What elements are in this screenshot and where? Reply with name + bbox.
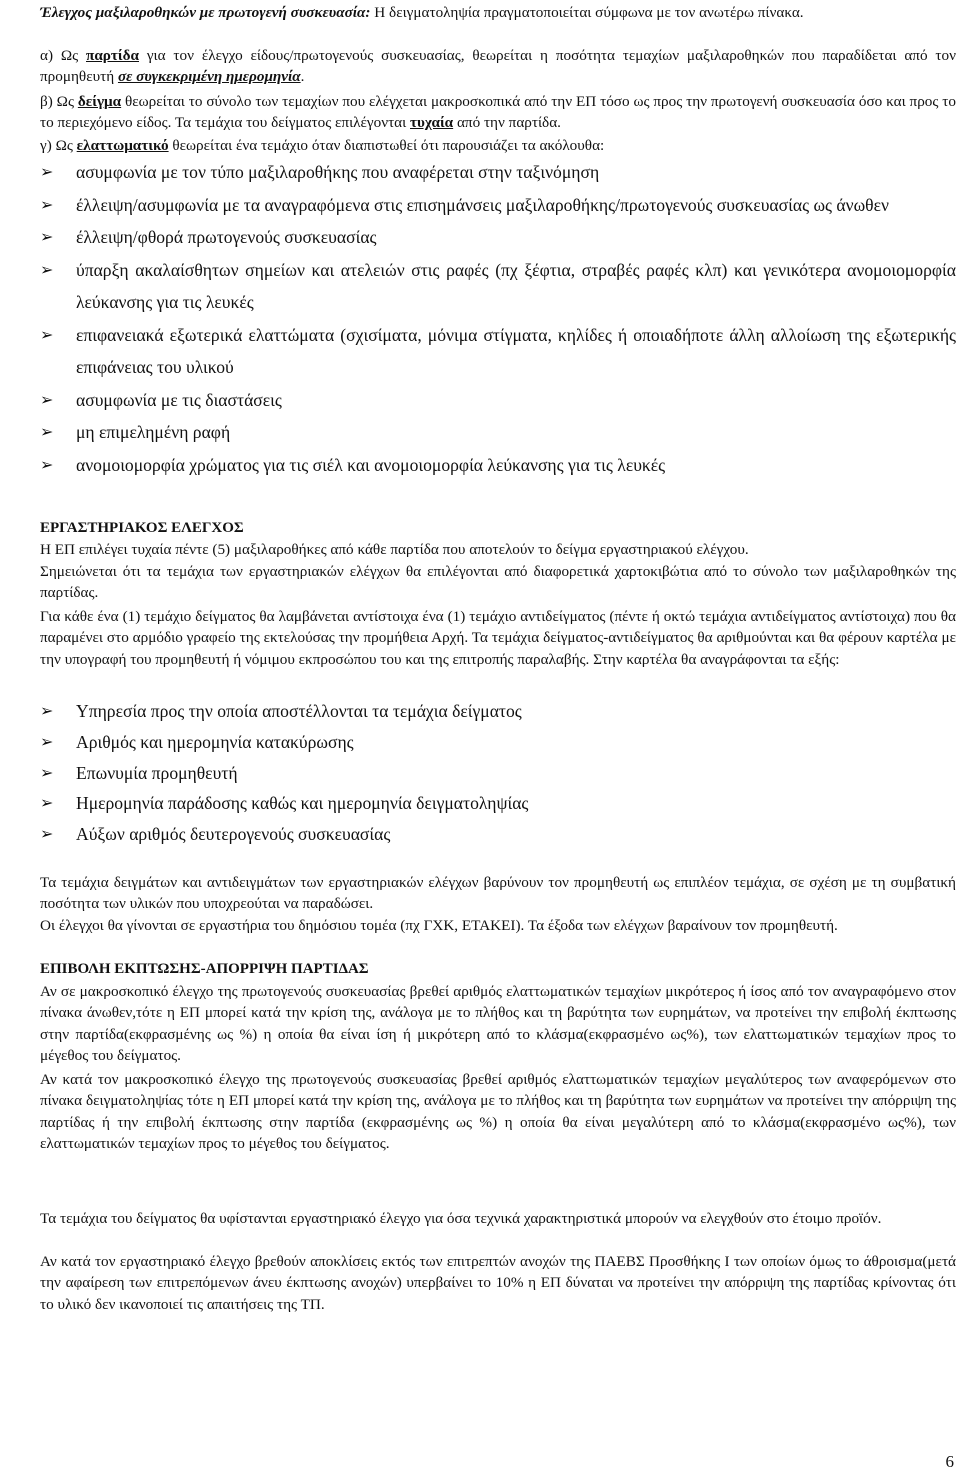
list-item [40, 758, 956, 789]
defect-text: επιφανειακά εξωτερικά ελαττώματα (σχισίματα, μόνιμα στίγματα, κηλίδες ή οποιαδήποτε άλλη αλλοίωση της εξωτερικής επιφάνειας του υλικού [76, 324, 956, 377]
list-item [40, 449, 956, 482]
intro-paragraph [40, 2, 956, 23]
defect-text: έλλειψη/ασυμφωνία με τα αναγραφόμενα στις επισημάνσεις μαξιλαροθήκης/πρωτογενούς συσκευασίας ως άνωθεν [76, 194, 889, 215]
item-a-emphasis: σε συγκεκριμένη ημερομηνία [117, 68, 301, 86]
rejection-paragraph-4: Αν κατά τον εργαστηριακό έλεγχο βρεθούν αποκλίσεις εκτός των επιτρεπτών ανοχών της ΠΑΕΒΣ Προσθήκης Ι των οποίων όμως το άθροισμα(μετά την αφαίρεση των επιτρεπόμενων άνευ έκπτωσης ανοχών) υπερβαίνει το 10% η ΕΠ δύναται να προτείνει την απόρριψη της παρτίδας κρίνοντας ότι το υλικό δεν ικανοποιεί τις απαιτήσεις της ΤΠ. [40, 1253, 956, 1313]
card-item-text: Επωνυμία προμηθευτή [76, 762, 238, 783]
item-a-prefix: α) Ως [40, 47, 86, 64]
item-a-text: για τον έλεγχο είδους/πρωτογενούς συσκευασίας, θεωρείται η ποσότητα τεμαχίων μαξιλαροθηκών που παραδίδεται από τον προμηθευτή [40, 47, 956, 86]
item-b-sample-suffix: από την παρτίδα. [453, 114, 561, 132]
rejection-paragraph-1: Αν σε μακροσκοπικό έλεγχο της πρωτογενούς συσκευασίας βρεθεί αριθμός ελαττωματικών τεμαχίων μικρότερος ή ίσος από τον αναγραφόμενο στον πίνακα άνωθεν,τότε η ΕΠ μπορεί κατά την κρίση της, ανάλογα με το πλήθος και τη βαρύτητα των ευρημάτων, να προτείνει την επιβολή έκπτωσης στην παρτίδα(εκφρασμένης ως %) η οποία θα είναι ίση ή μικρότερη από το κλάσμα(εκφρασμένο ως%), των ελαττωματικών τεμαχίων προς το μέγεθος του δείγματος. [40, 983, 956, 1065]
arrowhead-bullet-icon: ➢ [40, 162, 54, 181]
arrowhead-bullet-icon: ➢ [40, 701, 54, 720]
item-a-suffix: . [300, 68, 305, 86]
arrowhead-bullet-icon: ➢ [40, 227, 54, 246]
list-item [40, 696, 956, 727]
lab-paragraph-1: Η ΕΠ επιλέγει τυχαία πέντε (5) μαξιλαροθήκες από κάθε παρτίδα που αποτελούν το δείγμα εργαστηριακού ελέγχου. [40, 541, 749, 558]
arrowhead-bullet-icon: ➢ [40, 389, 54, 409]
defect-text: ασυμφωνία με τον τύπο μαξιλαροθήκης που αναφέρεται στην ταξινόμηση [76, 162, 600, 182]
lab-heading: ΕΡΓΑΣΤΗΡΙΑΚΟΣ ΕΛΕΓΧΟΣ [40, 520, 244, 536]
list-item [40, 384, 956, 417]
list-item [40, 819, 956, 850]
costs-paragraph-1: Τα τεμάχια δειγμάτων και αντιδειγμάτων των εργαστηριακών ελέγχων βαρύνουν τον προμηθευτή ως επιπλέον τεμάχια, σε σχέση με τη συμβατική ποσότητα των υλικών που υποχρεούται να παραδώσει. [40, 874, 956, 913]
item-c-text: θεωρείται ένα τεμάχιο όταν διαπιστωθεί ότι παρουσιάζει τα ακόλουθα: [168, 137, 605, 154]
lab-paragraph-2: Σημειώνεται ότι τα τεμάχια των εργαστηριακών ελέγχων θα επιλέγονται από διαφορετικά χαρτοκιβώτια από το σύνολο των μαξιλαροθηκών της παρτίδας. [40, 563, 956, 602]
page-number: 6 [945, 1452, 954, 1471]
card-item-text: Υπηρεσία προς την οποία αποστέλλονται τα τεμάχια δείγματος [76, 701, 522, 721]
item-c-term: ελαττωματικό [76, 137, 169, 154]
defect-text: μη επιμελημένη ραφή [76, 422, 231, 442]
lab-paragraph-3: Για κάθε ένα (1) τεμάχιο δείγματος θα λαμβάνεται αντίστοιχα ένα (1) τεμάχιο αντιδείγματος (πέντε ή οκτώ τεμάχια αντιδείγματος αντίστοιχα) που θα παραμένει στο αρμόδιο γραφείο της εκτελούσας την προμήθεια Αρχή. Τα τεμάχια δείγματος-αντιδείγματος θα αριθμούνται και θα φέρουν καρτέλα με την υπογραφή του προμηθευτή ή νόμιμου εκπροσώπου του και της επιτροπής παραλαβής. Στην καρτέλα θα αναγράφονται τα εξής: [40, 608, 956, 668]
intro-text: Η δειγματοληψία πραγματοποιείται σύμφωνα με τον ανωτέρω πίνακα. [370, 4, 804, 21]
costs-paragraph-2: Οι έλεγχοι θα γίνονται σε εργαστήρια του δημόσιου τομέα (πχ ΓΧΚ, ΕΤΑΚΕΙ). Τα έξοδα των ελέγχων βαραίνουν τον προμηθευτή. [40, 917, 838, 934]
arrowhead-bullet-icon: ➢ [40, 454, 54, 474]
list-item [40, 788, 956, 819]
item-b-text: θεωρείται το σύνολο των τεμαχίων που ελέγχεται μακροσκοπικά από την ΕΠ τόσο ως προς την πρωτογενή συσκευασία όσο και προς το το περιεχόμενο είδος. [40, 93, 956, 132]
arrowhead-bullet-icon: ➢ [40, 793, 54, 813]
rejection-paragraph-2: Αν κατά τον μακροσκοπικό έλεγχο της πρωτογενούς συσκευασίας βρεθεί αριθμός ελαττωματικών τεμαχίων μεγαλύτερος των αναφερόμενων στο πίνακα δειγματοληψίας τότε η ΕΠ μπορεί κατά την κρίση της, ανάλογα με το πλήθος και τη βαρύτητα των ευρημάτων να προτείνει την απόρριψη της παρτίδας ή την επιβολή έκπτωσης στην παρτίδα (εκφρασμένης ως %) η οποία θα είναι μεγαλύτερη από το κλάσμα(εκφρασμένο ως%), των ελαττωματικών τεμαχίων προς το μέγεθος του δείγματος. [40, 1071, 956, 1153]
arrowhead-bullet-icon: ➢ [40, 259, 54, 279]
arrowhead-bullet-icon: ➢ [40, 194, 54, 214]
list-item [40, 189, 956, 222]
list-item [40, 221, 956, 254]
defect-text: ανομοιομορφία χρώματος για τις σιέλ και ανομοιομορφία λεύκανσης για τις λευκές [76, 454, 666, 475]
item-b-paragraph [40, 91, 956, 134]
list-item [40, 156, 956, 189]
rejection-heading: ΕΠΙΒΟΛΗ ΕΚΠΤΩΣΗΣ-ΑΠΟΡΡΙΨΗ ΠΑΡΤΙΔΑΣ [40, 961, 369, 977]
defect-text: ύπαρξη ακαλαίσθητων σημείων και ατελειών στις ραφές (πχ ξέφτια, στραβές ραφές κλπ) και γενικότερα ανομοιομορφία λεύκανσης για τις λευκές [76, 259, 956, 312]
arrowhead-bullet-icon: ➢ [40, 824, 54, 844]
arrowhead-bullet-icon: ➢ [40, 762, 54, 782]
item-b-random: τυχαία [410, 114, 454, 132]
card-items-list [40, 696, 956, 850]
list-item [40, 319, 956, 384]
card-item-text: Ημερομηνία παράδοσης καθώς και ημερομηνία δειγματοληψίας [76, 793, 529, 814]
defect-text: ασυμφωνία με τις διαστάσεις [76, 389, 282, 410]
item-b-prefix: β) Ως [40, 93, 78, 110]
list-item [40, 727, 956, 758]
item-a-term: παρτίδα [86, 47, 139, 64]
item-b-sample-text: Τα τεμάχια του δείγματος επιλέγονται [174, 114, 411, 132]
card-item-text: Αριθμός και ημερομηνία κατακύρωσης [76, 731, 354, 752]
item-a-paragraph [40, 45, 956, 88]
item-b-term: δείγμα [77, 93, 122, 110]
arrowhead-bullet-icon: ➢ [40, 422, 54, 441]
item-c-prefix: γ) Ως [40, 137, 77, 154]
intro-label: Έλεγχος μαξιλαροθηκών με πρωτογενή συσκευασία: [40, 4, 371, 21]
list-item [40, 416, 956, 449]
arrowhead-bullet-icon: ➢ [40, 324, 54, 344]
defect-text: έλλειψη/φθορά πρωτογενούς συσκευασίας [76, 227, 377, 247]
card-item-text: Αύξων αριθμός δευτερογενούς συσκευασίας [76, 824, 391, 845]
defects-list [40, 156, 956, 481]
rejection-paragraph-3: Τα τεμάχια του δείγματος θα υφίστανται εργαστηριακό έλεγχο για όσα τεχνικά χαρακτηριστικά μπορούν να ελεγχθούν στο έτοιμο προϊόν. [40, 1210, 882, 1227]
item-c-paragraph [40, 135, 956, 156]
arrowhead-bullet-icon: ➢ [40, 731, 54, 751]
list-item [40, 254, 956, 319]
